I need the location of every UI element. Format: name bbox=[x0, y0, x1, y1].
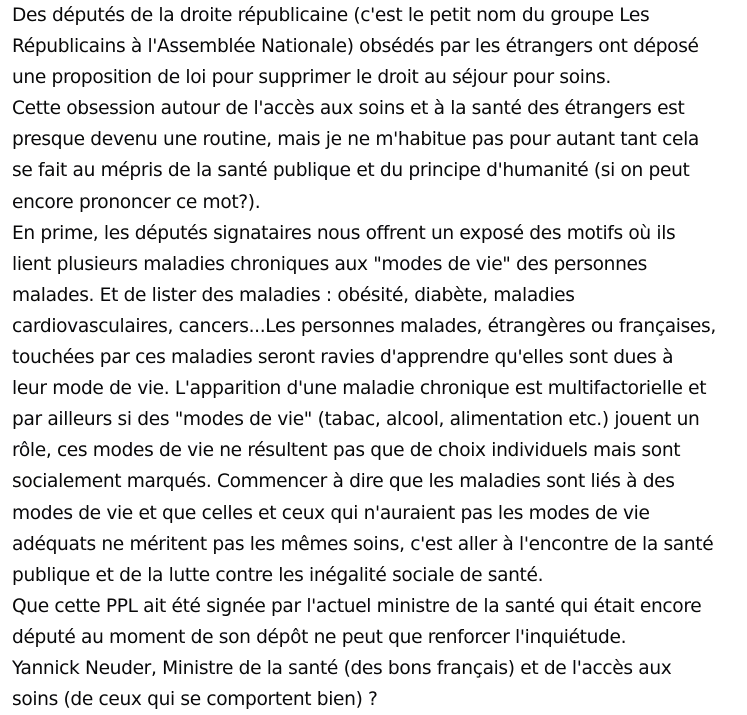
post-line-10: malades. Et de lister des maladies : obésité, diabète, maladies bbox=[12, 284, 575, 306]
post-line-16: socialement marqués. Commencer à dire que les maladies sont liés à des bbox=[12, 471, 675, 493]
post-line-13: leur mode de vie. L'apparition d'une maladie chronique est multifactorielle et bbox=[12, 378, 707, 400]
post-line-1: Des députés de la droite républicaine (c'est le petit nom du groupe Les bbox=[12, 5, 650, 26]
post-line-9: lient plusieurs maladies chroniques aux "modes de vie" des personnes bbox=[12, 253, 647, 275]
post-line-12: touchées par ces maladies seront ravies d'apprendre qu'elles sont dues à bbox=[12, 347, 674, 369]
post-body bbox=[12, 0, 742, 715]
post-line-23: soins (de ceux qui se comportent bien) ? bbox=[12, 689, 378, 711]
post-line-17: modes de vie et que celles et ceux qui n'auraient pas les modes de vie bbox=[12, 502, 650, 524]
post-line-20: Que cette PPL ait été signée par l'actuel ministre de la santé qui était encore bbox=[12, 595, 702, 617]
post-line-11: cardiovasculaires, cancers...Les personnes malades, étrangères ou françaises, bbox=[12, 315, 716, 337]
post-line-3: une proposition de loi pour supprimer le droit au séjour pour soins. bbox=[12, 67, 611, 89]
post-line-5: presque devenu une routine, mais je ne m'habitue pas pour autant tant cela bbox=[12, 129, 699, 151]
post-line-6: se fait au mépris de la santé publique et du principe d'humanité (si on peut bbox=[12, 160, 690, 182]
post-line-14: par ailleurs si des "modes de vie" (tabac, alcool, alimentation etc.) jouent un bbox=[12, 409, 700, 431]
post-line-15: rôle, ces modes de vie ne résultent pas que de choix individuels mais sont bbox=[12, 440, 681, 462]
post-line-8: En prime, les députés signataires nous offrent un exposé des motifs où ils bbox=[12, 222, 676, 244]
post-line-22: Yannick Neuder, Ministre de la santé (des bons français) et de l'accès aux bbox=[12, 657, 672, 679]
post-line-2: Républicains à l'Assemblée Nationale) obsédés par les étrangers ont déposé bbox=[12, 36, 699, 58]
post-line-4: Cette obsession autour de l'accès aux soins et à la santé des étrangers est bbox=[12, 98, 685, 120]
post-line-21: député au moment de son dépôt ne peut que renforcer l'inquiétude. bbox=[12, 626, 627, 648]
post-line-7: encore prononcer ce mot?). bbox=[12, 191, 261, 213]
post-line-19: publique et de la lutte contre les inégalité sociale de santé. bbox=[12, 564, 544, 586]
post-line-18: adéquats ne méritent pas les mêmes soins, c'est aller à l'encontre de la santé bbox=[12, 533, 714, 555]
